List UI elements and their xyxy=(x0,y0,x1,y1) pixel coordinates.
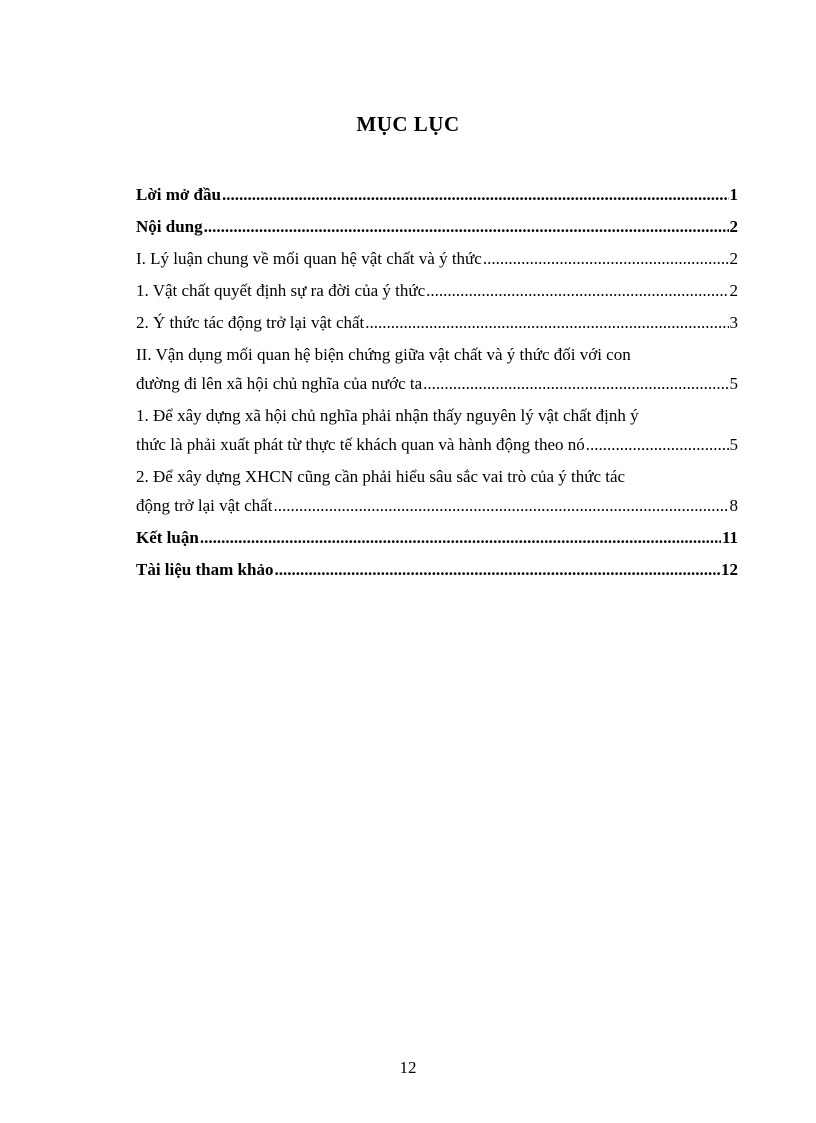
dot-leader xyxy=(483,244,729,273)
toc-entry-text: 1. Vật chất quyết định sự ra đời của ý thức xyxy=(136,281,426,300)
toc-entry-page: 1 xyxy=(729,185,738,204)
dot-leader xyxy=(222,180,729,209)
toc-entry-loi-mo-dau[interactable] xyxy=(136,180,738,209)
toc-entry-section-2[interactable] xyxy=(136,340,738,398)
toc-entry-text: Lời mở đầu xyxy=(136,185,221,204)
page-number: 12 xyxy=(399,1058,417,1077)
toc-entry-page: 2 xyxy=(729,249,738,268)
toc-entry-text: 1. Để xây dựng xã hội chủ nghĩa phải nhận thấy nguyên lý vật chất định ý xyxy=(136,406,639,425)
toc-entry-section-1-1[interactable] xyxy=(136,276,738,305)
toc-entry-text: Nội dung xyxy=(136,217,203,236)
toc-entry-text: 2. Ý thức tác động trở lại vật chất xyxy=(136,313,365,332)
toc-entry-section-1[interactable] xyxy=(136,244,738,273)
toc-entry-section-2-1[interactable] xyxy=(136,401,738,459)
toc-entry-line xyxy=(136,462,738,491)
toc-entry-page: 5 xyxy=(729,435,738,454)
toc-entry-page: 8 xyxy=(729,496,738,515)
toc-entry-text: Tài liệu tham khảo xyxy=(136,560,274,579)
toc-entry-section-2-2[interactable] xyxy=(136,462,738,520)
toc-entry-text: thức là phải xuất phát từ thực tế khách quan và hành động theo nó xyxy=(136,435,585,454)
toc-entry-line xyxy=(136,491,738,520)
toc-entry-text: I. Lý luận chung về mối quan hệ vật chất và ý thức xyxy=(136,249,482,268)
dot-leader xyxy=(365,308,728,337)
toc-entry-page: 12 xyxy=(721,560,738,579)
toc-entry-line xyxy=(136,340,738,369)
dot-leader xyxy=(426,276,728,305)
toc-entry-text: đường đi lên xã hội chủ nghĩa của nước ta xyxy=(136,374,423,393)
toc-entry-line xyxy=(136,401,738,430)
toc-entry-line xyxy=(136,430,738,459)
dot-leader xyxy=(423,369,728,398)
dot-leader xyxy=(204,212,729,241)
dot-leader xyxy=(274,555,720,584)
toc-entry-text: 2. Để xây dựng XHCN cũng cần phải hiểu sâu sắc vai trò của ý thức tác xyxy=(136,467,626,486)
toc-entry-text: II. Vận dụng mối quan hệ biện chứng giữa vật chất và ý thức đối với con xyxy=(136,345,631,364)
toc-entry-noi-dung[interactable] xyxy=(136,212,738,241)
toc-entry-page: 5 xyxy=(729,374,738,393)
toc-entry-line xyxy=(136,369,738,398)
toc-entry-page: 11 xyxy=(721,528,738,547)
toc-entry-text: động trở lại vật chất xyxy=(136,496,273,515)
toc-entry-page: 2 xyxy=(729,281,738,300)
page-title: MỤC LỤC xyxy=(356,112,460,136)
toc-entry-ket-luan[interactable] xyxy=(136,523,738,552)
toc-entry-section-1-2[interactable] xyxy=(136,308,738,337)
toc-entry-page: 3 xyxy=(729,313,738,332)
dot-leader xyxy=(273,491,728,520)
toc-entry-text: Kết luận xyxy=(136,528,199,547)
dot-leader xyxy=(200,523,721,552)
toc-entry-tai-lieu-tham-khao[interactable] xyxy=(136,555,738,584)
table-of-contents xyxy=(136,180,738,584)
toc-entry-page: 2 xyxy=(729,217,738,236)
dot-leader xyxy=(586,430,729,459)
